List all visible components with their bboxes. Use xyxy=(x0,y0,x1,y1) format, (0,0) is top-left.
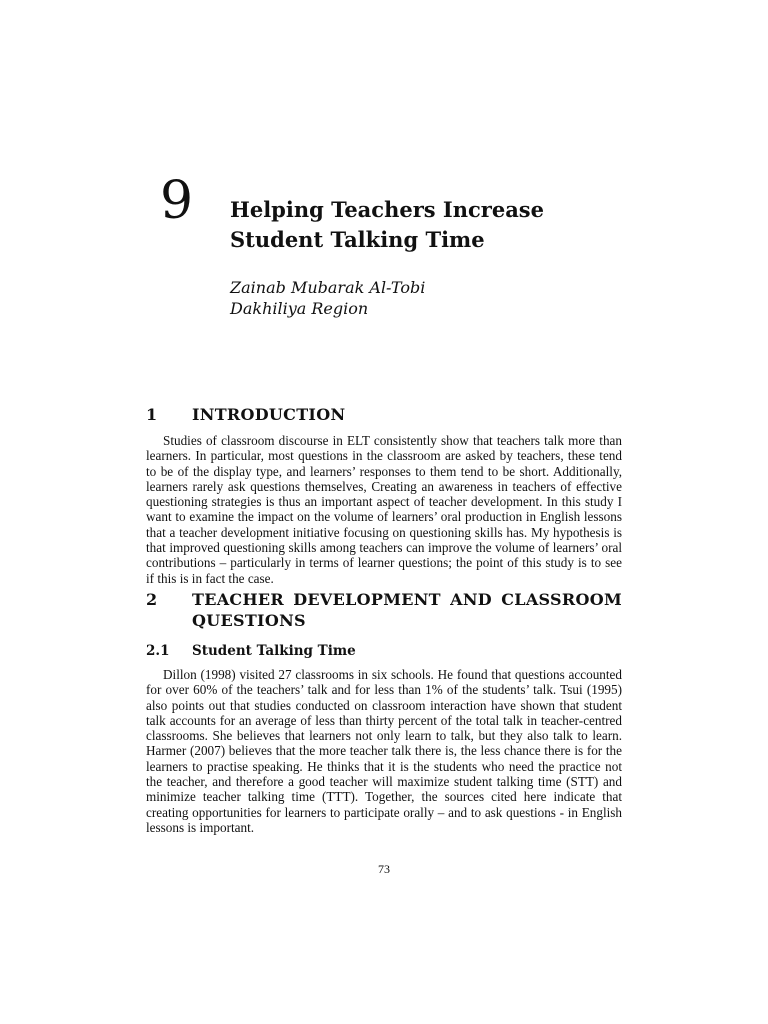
section-heading-teacher-development xyxy=(146,589,622,631)
section-number: 1 xyxy=(146,405,158,424)
section-heading-introduction xyxy=(146,405,622,425)
section-title: TEACHER DEVELOPMENT AND CLASSROOM QUESTIONS xyxy=(192,590,622,630)
introduction-paragraph: Studies of classroom discourse in ELT consistently show that teachers talk more than learners. In particular, most questions in the classroom are asked by teachers, these tend to be of the display type, and learners’ responses to them tend to be short. Additionally, learners rarely ask questions themselves, Creating an awareness in teachers of effective questioning strategies is thus an important aspect of teacher development. In this study I want to examine the impact on the volume of learners’ oral production in English lessons that a teacher development initiative focusing on questioning skills has. My hypothesis is that improved questioning skills among teachers can improve the volume of learners’ oral contributions – particularly in terms of learner questions; the point of this study is to see if this is in fact the case. xyxy=(146,433,622,586)
page-number: 73 xyxy=(378,862,390,876)
section-number: 2 xyxy=(146,590,158,609)
chapter-number: 9 xyxy=(160,171,194,231)
subsection-heading-student-talking-time xyxy=(146,642,622,660)
chapter-title-line-2: Student Talking Time xyxy=(230,227,485,252)
author-name: Zainab Mubarak Al-Tobi xyxy=(230,278,426,297)
section-title: INTRODUCTION xyxy=(192,405,346,424)
author-region: Dakhiliya Region xyxy=(230,299,369,318)
author-block xyxy=(230,277,425,319)
subsection-number: 2.1 xyxy=(146,643,170,659)
subsection-title: Student Talking Time xyxy=(192,643,356,659)
chapter-title-line-1: Helping Teachers Increase xyxy=(230,197,544,222)
student-talking-time-paragraph: Dillon (1998) visited 27 classrooms in six schools. He found that questions accounted for over 60% of the teachers’ talk and for less than 1% of the students’ talk. Tsui (1995) also points out that studies conducted on classroom interaction have shown that student talk accounts for an average of less than thirty percent of the total talk in teacher-centred classrooms. She believes that learners not only learn to talk, but they also talk to learn. Harmer (2007) believes that the more teacher talk there is, the less chance there is for the learners to practise speaking. He thinks that it is the students who need the practice not the teacher, and therefore a good teacher will maximize student talking time (STT) and minimize teacher talking time (TTT). Together, the sources cited here indicate that creating opportunities for learners to participate orally – and to ask questions - in English lessons is important. xyxy=(146,667,622,835)
chapter-title xyxy=(230,195,544,255)
